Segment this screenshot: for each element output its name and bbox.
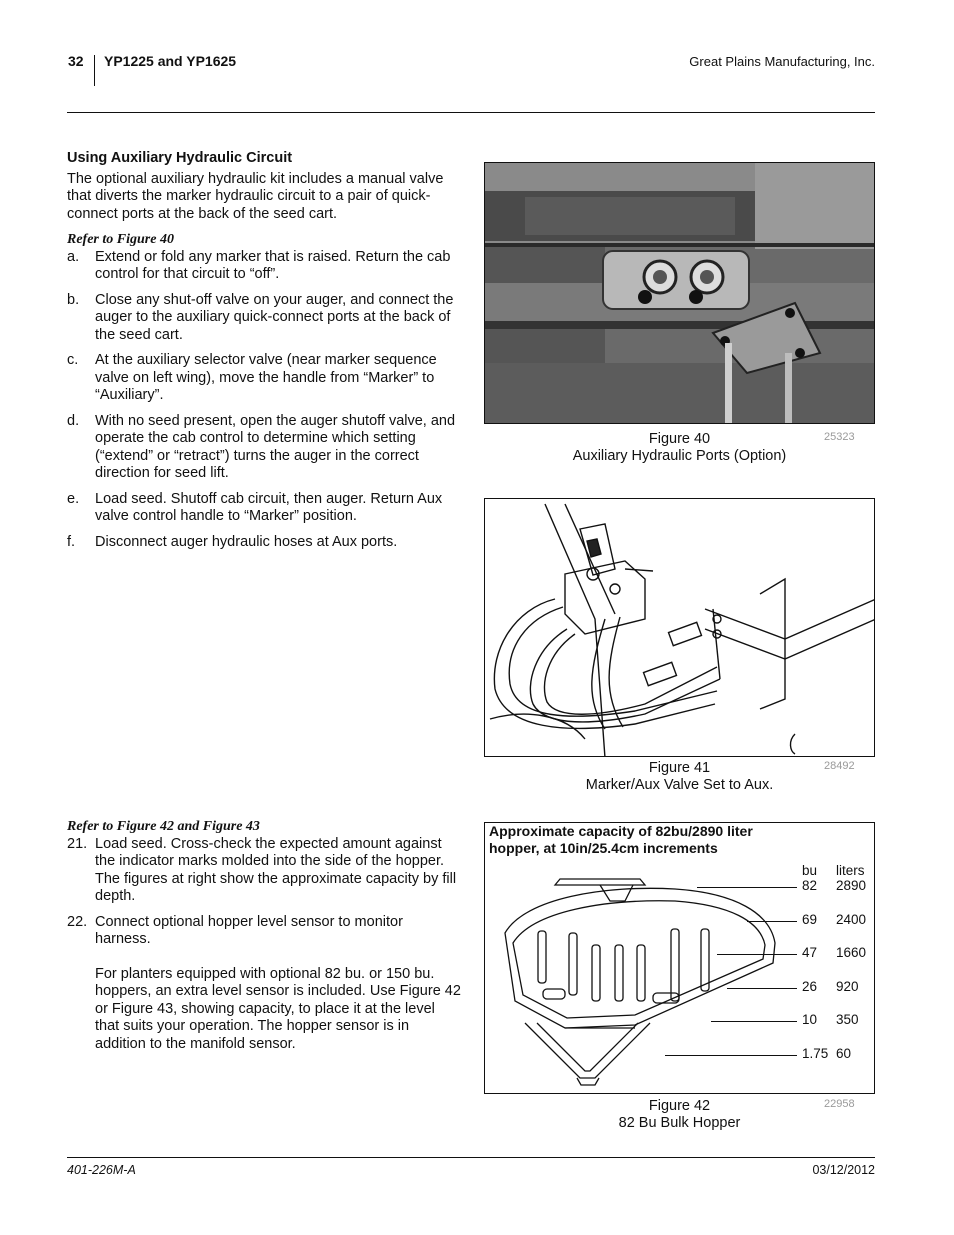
col-bu-header: bu — [802, 863, 818, 878]
capacity-leader-line — [697, 887, 797, 888]
figure-40-title: Auxiliary Hydraulic Ports (Option) — [572, 448, 787, 464]
list-text: Load seed. Cross-check the expected amount against the indicator marks molded into the side of the hopper. The figures at right show the approximate capacity by fill depth. — [95, 835, 457, 904]
capacity-table-title: Approximate capacity of 82bu/2890 liter hopper, at 10in/25.4cm increments — [489, 823, 753, 856]
figure-40-caption — [484, 431, 875, 465]
list-item — [67, 352, 462, 405]
list-marker: e. — [67, 490, 80, 507]
capacity-bu-value: 1.75 — [802, 1046, 829, 1061]
list-item — [67, 413, 462, 483]
list-item — [67, 836, 462, 906]
list-text: Close any shut-off valve on your auger, and connect the auger to the auxiliary quick-connect ports at the back of the seed cart. — [95, 291, 454, 343]
list-item — [67, 292, 462, 345]
capacity-liters-value: 350 — [836, 1012, 859, 1028]
figure-40-label: Figure 40 — [648, 431, 711, 447]
capacity-bu-value: 82 — [802, 878, 818, 893]
document-title: YP1225 and YP1625 — [104, 53, 237, 69]
col-liters-header: liters — [836, 863, 865, 878]
figure-42-label: Figure 42 — [648, 1098, 711, 1114]
header-divider — [94, 55, 95, 86]
capacity-bu-value: 26 — [802, 978, 818, 994]
list-item — [67, 491, 462, 526]
list-item — [67, 249, 462, 284]
page-number: 32 — [68, 53, 84, 69]
figure-41-id: 28492 — [824, 760, 855, 772]
capacity-leader-line — [717, 954, 797, 955]
list-text: With no seed present, open the auger shutoff valve, and operate the cab control to determine which setting (“extend” or “retract”) turns the auger in the correct direction for seed lift. — [95, 412, 456, 481]
figure-41-caption — [484, 760, 875, 794]
list-text: Connect optional hopper level sensor to monitor harness. — [95, 913, 403, 947]
valve-diagram — [485, 499, 875, 757]
list-text: Extend or fold any marker that is raised. Return the cab control for that circuit to “off”. — [95, 248, 451, 282]
capacity-leader-line — [747, 921, 797, 922]
capacity-leader-line — [711, 1021, 797, 1022]
capacity-bu-value: 10 — [802, 1012, 818, 1028]
list-marker: c. — [67, 352, 79, 368]
sensor-note: For planters equipped with optional 82 bu. or 150 bu. hoppers, an extra level sensor is included. Use Figure 42 or Figure 43, showing capacity, to place it at the level that suits your operation. The hopper sensor is in addition to the manifold sensor. — [95, 965, 461, 1052]
capacity-leader-line — [727, 988, 797, 989]
list-marker: b. — [67, 291, 80, 308]
intro-paragraph: The optional auxiliary hydraulic kit includes a manual valve that diverts the marker hydraulic circuit to a pair of quick-connect ports at the back of the seed cart. — [67, 170, 444, 222]
figure-42-box — [484, 822, 875, 1094]
document-number: 401-226M-A — [67, 1163, 136, 1177]
figure-42-title: 82 Bu Bulk Hopper — [618, 1115, 741, 1131]
list-marker: f. — [67, 533, 76, 550]
capacity-liters-value: 2890 — [836, 878, 867, 893]
list-marker: 21. — [67, 835, 88, 852]
figure-40-photo — [484, 162, 875, 424]
figure-42-caption — [484, 1098, 875, 1132]
list-text: At the auxiliary selector valve (near marker sequence valve on left wing), move the handle from “Marker” to “Auxiliary”. — [95, 352, 437, 403]
list-item — [67, 534, 462, 552]
list-marker: a. — [67, 248, 80, 265]
company-name: Great Plains Manufacturing, Inc. — [689, 54, 875, 69]
figure-42-id: 22958 — [824, 1098, 855, 1110]
capacity-bu-value: 69 — [802, 911, 818, 927]
capacity-liters-value: 60 — [836, 1046, 852, 1061]
aux-hydraulic-section — [67, 150, 462, 551]
figure-40-id: 25323 — [824, 431, 855, 443]
header-rule — [67, 112, 875, 113]
section-title: Using Auxiliary Hydraulic Circuit — [67, 150, 293, 166]
hopper-capacity-section — [67, 818, 462, 1053]
footer-rule — [67, 1157, 875, 1158]
capacity-bu-value: 47 — [802, 945, 818, 961]
hopper-drawing — [485, 873, 785, 1093]
capacity-leader-line — [665, 1055, 797, 1056]
refer-figure-40: Refer to Figure 40 — [67, 232, 174, 247]
list-item — [67, 914, 462, 949]
figure-41-title: Marker/Aux Valve Set to Aux. — [585, 777, 774, 793]
list-marker: 22. — [67, 913, 88, 930]
publication-date: 03/12/2012 — [812, 1163, 875, 1177]
list-text: Load seed. Shutoff cab circuit, then auger. Return Aux valve control handle to “Marker” position. — [95, 490, 443, 524]
refer-figure-42-43: Refer to Figure 42 and Figure 43 — [67, 819, 260, 834]
capacity-liters-value: 2400 — [836, 911, 867, 927]
list-marker: d. — [67, 412, 80, 429]
hydraulic-ports-photo — [485, 163, 875, 424]
capacity-liters-value: 920 — [836, 978, 859, 994]
list-text: Disconnect auger hydraulic hoses at Aux ports. — [95, 533, 398, 550]
figure-41-label: Figure 41 — [648, 760, 711, 776]
figure-41-drawing — [484, 498, 875, 757]
capacity-liters-value: 1660 — [836, 945, 867, 961]
